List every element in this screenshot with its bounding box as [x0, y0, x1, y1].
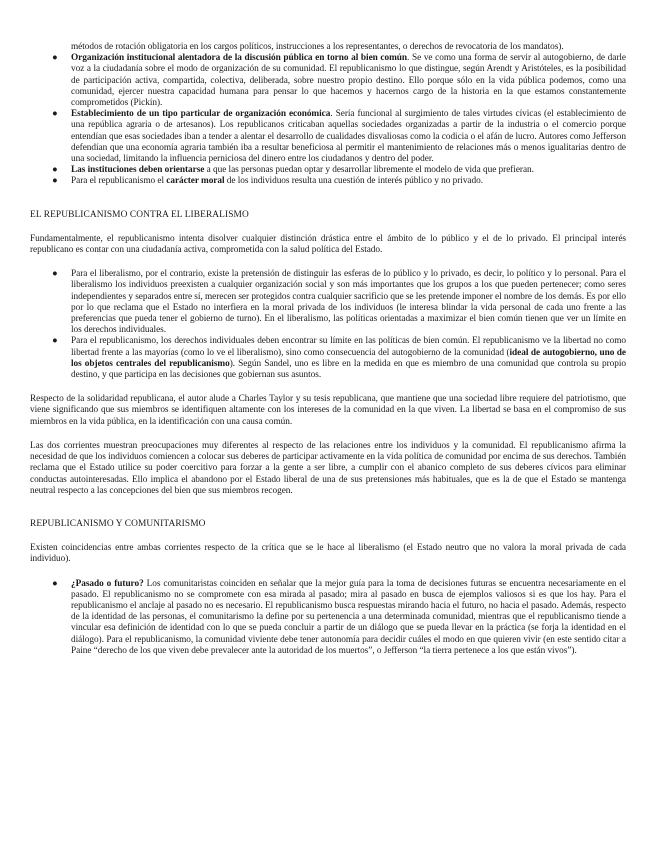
bullet-icon: ● — [52, 336, 58, 347]
list-item — [30, 336, 626, 381]
list-item-bold: Las instituciones deben orientarse — [71, 165, 205, 176]
bullet-icon: ● — [52, 176, 58, 187]
list-item-pre: Para el republicanismo el — [71, 176, 167, 187]
section2-bullet-list — [30, 579, 626, 657]
paragraph: Respecto de la solidaridad republicana, el autor alude a Charles Taylor y su tesis republicana, que mantiene que una sociedad libre requiere del patriotismo, que viene significando que sus miembros se identifiquen altamente con los intereses de la comunidad en la que viven. La libertad se basa en el compromiso de sus miembros en la vida pública, en la identificación con una causa común. — [30, 394, 626, 427]
top-bullet-list — [30, 42, 626, 188]
section-heading: EL REPUBLICANISMO CONTRA EL LIBERALISMO — [30, 209, 249, 220]
list-item — [30, 269, 626, 336]
list-item-bold: ideal de autogobierno, uno de los objetos centrales del republicanismo — [71, 347, 626, 369]
list-item-bold: carácter moral — [166, 176, 225, 187]
list-item-text: Los comunitaristas coinciden en señalar que la mejor guía para la toma de decisiones futuras se encuentra necesariamente en el pasado. El republicanismo no se compromete con esa mirada al pasado; mira al pasado en busca de ejemplos valiosos si es que los hay. Para el republicanismo el anclaje al pasado no es necesario. El republicanismo busca respuestas mirando hacia el futuro, no hacia el pasado. Además, respecto de la identidad de las personas, el comunitarismo la define por su pertenencia a una determinada comunidad, mientras que el republicanismo tiende a vincular esa definición de identidad con lo que se pueda concluir a partir de un diálogo que se pueda llevar en la práctica (se forja la identidad en el diálogo). Para el republicanismo, la comunidad viviente debe tener autonomía para decidir cuáles el modo en que quieren vivir (en este sentido citar a Paine “derecho de los que viven debe prevalecer ante la autoridad de los muertos”, o Jefferson “la tierra pertenece a los que están vivos”). — [71, 578, 626, 656]
list-item — [30, 176, 626, 187]
list-item-text: . Sería funcional al surgimiento de tales virtudes cívicas (el establecimiento de una república agraria o de artesanos). Los republicanos criticaban aquellas sociedades organizadas a partir de la industria o el comercio porque entendían que esas sociedades iban a tender a alentar el desarrollo de cualidades disvaliosas como la codicia o el afán de lucro. Autores como Jefferson defendían que una economía agraria también iba a resultar beneficiosa al permitir el mantenimiento de relaciones más o menos igualitarias dentro de una sociedad, limitando la influencia perniciosa del dinero entre los ciudadanos y dentro del poder. — [71, 109, 626, 165]
bullet-icon: ● — [52, 269, 58, 280]
list-item-pre: Para el republicanismo, los derechos individuales deben encontrar su límite en las políticas de bien común. El republicanismo ve la libertad no como libertad frente a las mayorías (como lo ve el liberalismo), sino como consecuencia del autogobierno de la comunidad ( — [71, 336, 626, 358]
bullet-icon: ● — [52, 165, 58, 176]
list-item — [30, 165, 626, 176]
list-item-continuation: métodos de rotación obligatoria en los cargos políticos, instrucciones a los representantes, o derechos de revocatoria de los mandatos). — [71, 42, 564, 52]
bullet-icon: ● — [52, 578, 58, 589]
paragraph: Las dos corrientes muestran preocupaciones muy diferentes al respecto de las relaciones entre los individuos y la comunidad. El republicanismo afirma la necesidad de que los individuos comiencen a colocar sus deberes de participar activamente en la vida política de comunidad por encima de sus derechos. También reclama que el Estado utilice su poder coercitivo para forzar a la gente a ser libre, a cumplir con el abanico completo de sus deberes cívicos para eliminar conductas autointeresadas. Ello implica el abandono por el Estado liberal de una de sus pretensiones más habituales, que es la de que el Estado se mantenga neutral respecto a las concepciones del bien que sus miembros recogen. — [30, 440, 626, 496]
list-item-text: Para el liberalismo, por el contrario, existe la pretensión de distinguir las esferas de lo público y lo privado, es decir, lo político y lo personal. Para el liberalismo los individuos preexisten a cualquier organización social y son más importantes que los grupos a los que pueden pertenecer; como seres independientes y separados entre sí, merecen ser protegidos contra cualquier sacrificio que se les pretende imponer el nombre de los demás. Es por ello por lo que reclama que el Estado no interfiera en la moral privada de los individuos (le interesa blindar la vida personal de cada uno frente a las preferencias que pueda tener el gobierno de turno). En el liberalismo, las políticas orientadas a maximizar el bien común tienen que ver un límite en los derechos individuales. — [71, 269, 626, 336]
paragraph: Fundamentalmente, el republicanismo intenta disolver cualquier distinción drástica entre el ámbito de lo público y el de lo privado. El principal interés republicano es contar con una ciudadanía activa, comprometida con la salud política del Estado. — [30, 233, 626, 256]
list-item-text: ). Según Sandel, uno es libre en la medida en que es miembro de una comunidad que controla su propio destino, y que participa en las decisiones que gobiernan sus asuntos. — [71, 358, 626, 381]
list-item-text: . Se ve como una forma de servir al autogobierno, de darle voz a la ciudadanía sobre el modo de organización de su comunidad. El republicanismo lo que distingue, según Arendt y Aristóteles, es la posibilidad de participación activa, compartida, colectiva, deliberada, sobre nuestro propio destino. Ello porque sólo en la vida pública podemos, como una comunidad, ejercer nuestra capacidad humana para pensar lo que hacemos y hacernos cargo de la historia en la que estamos constantemente comprometidos (Pickin). — [71, 53, 626, 109]
section-heading: REPUBLICANISMO Y COMUNITARISMO — [30, 518, 206, 529]
list-item — [30, 42, 626, 53]
list-item-text: de los individuos resulta una cuestión de interés público y no privado. — [224, 176, 483, 187]
list-item-bold: Establecimiento de un tipo particular de organización económica — [71, 109, 331, 120]
list-item — [30, 579, 626, 657]
document-page — [30, 42, 626, 657]
paragraph: Existen coincidencias entre ambas corrientes respecto de la crítica que se le hace al liberalismo (el Estado neutro que no valora la moral privada de cada individuo). — [30, 543, 626, 565]
list-item-bold: Organización institucional alentadora de la discusión pública en torno al bien común — [71, 53, 408, 64]
list-item-bold: ¿Pasado o futuro? — [71, 578, 144, 589]
list-item-text: a que las personas puedan optar y desarrollar libremente el modelo de vida que prefieran. — [204, 165, 534, 176]
section1-bullet-list — [30, 269, 626, 381]
list-item — [30, 109, 626, 165]
bullet-icon: ● — [52, 109, 58, 120]
bullet-icon: ● — [52, 53, 58, 64]
list-item — [30, 53, 626, 109]
